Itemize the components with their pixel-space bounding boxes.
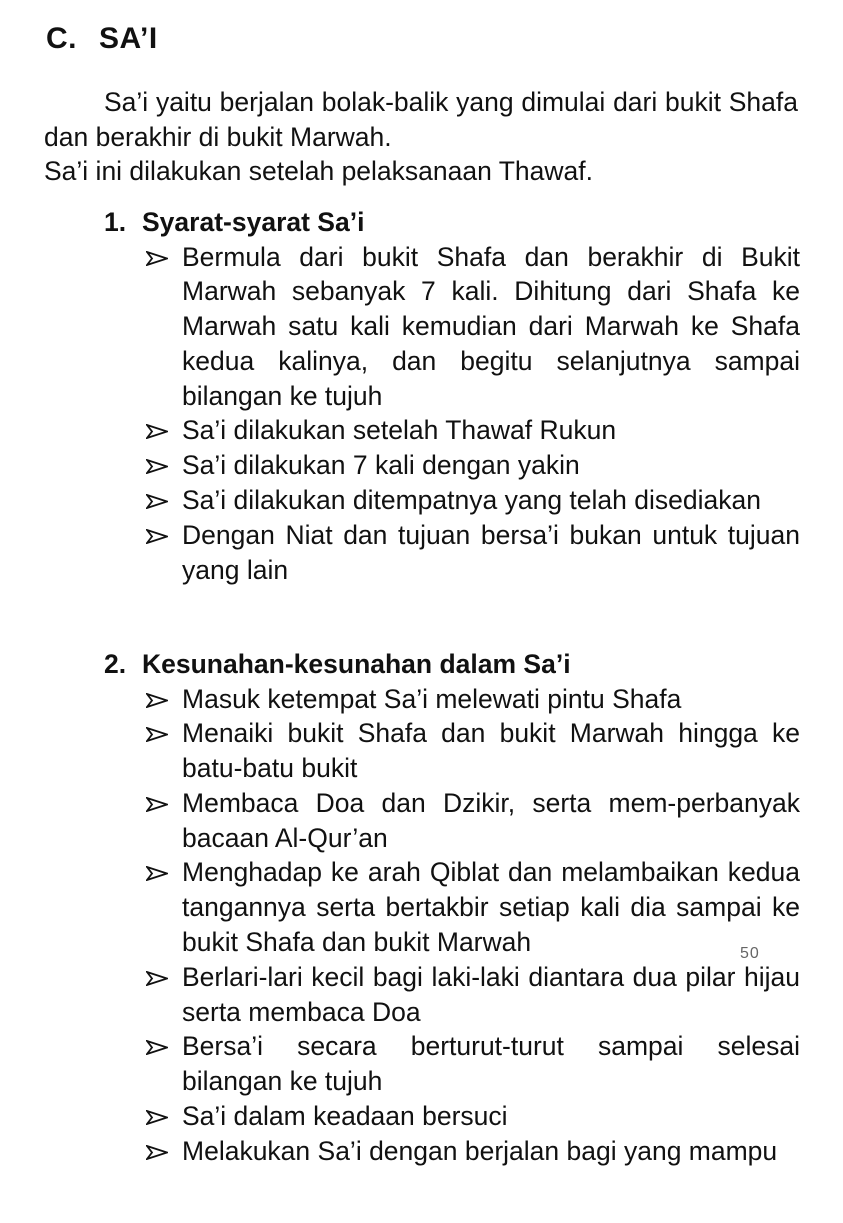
list-item-text: Bermula dari bukit Shafa dan berakhir di Bukit Marwah sebanyak 7 kali. Dihitung dari Shafa ke Marwah satu kali kemudian dari Marwah ke Shafa kedua kalinya, dan begitu selanjutnya sampai bilangan ke tujuh — [182, 241, 800, 411]
section-kesunahan — [104, 647, 804, 1169]
list-item-text: Bersa’i secara berturut-turut sampai selesai bilangan ke tujuh — [182, 1031, 800, 1097]
section-title-text: Kesunahan-kesunahan dalam Sa’i — [142, 649, 571, 679]
arrowhead-bullet-icon — [146, 251, 168, 266]
list-item-text: Sa’i dilakukan 7 kali dengan yakin — [182, 450, 580, 481]
list-item-text: Sa’i dilakukan ditempatnya yang telah disediakan — [182, 485, 761, 516]
arrowhead-bullet-icon — [146, 1145, 168, 1160]
intro-text — [44, 85, 798, 189]
section-number: 2. — [104, 649, 127, 679]
arrowhead-bullet-icon — [146, 797, 168, 812]
section-number: 1. — [104, 207, 127, 237]
arrowhead-bullet-icon — [146, 459, 168, 474]
list-item-text: Sa’i dalam keadaan bersuci — [182, 1101, 508, 1132]
list-item — [142, 855, 800, 959]
list-item — [142, 483, 800, 518]
arrowhead-bullet-icon — [146, 693, 168, 708]
section-title — [104, 647, 804, 682]
section-syarat — [104, 205, 804, 587]
list-item — [142, 682, 800, 717]
bullet-list — [104, 240, 804, 588]
heading-number: C. — [46, 22, 77, 55]
list-item-text: Menaiki bukit Shafa dan bukit Marwah hingga ke batu-batu bukit — [182, 718, 800, 784]
list-item-text: Melakukan Sa’i dengan berjalan bagi yang mampu — [182, 1135, 778, 1166]
arrowhead-bullet-icon — [146, 494, 168, 509]
list-item — [142, 240, 800, 414]
page-heading — [46, 22, 158, 56]
arrowhead-bullet-icon — [146, 866, 168, 881]
list-item-text: Sa’i dilakukan setelah Thawaf Rukun — [182, 415, 617, 446]
list-item — [142, 1029, 800, 1099]
list-item-text: Berlari-lari kecil bagi laki-laki diantara dua pilar hijau serta membaca Doa — [182, 961, 800, 1027]
arrowhead-bullet-icon — [146, 424, 168, 439]
arrowhead-bullet-icon — [146, 727, 168, 742]
list-item-text: Masuk ketempat Sa’i melewati pintu Shafa — [182, 683, 682, 714]
section-title — [104, 205, 804, 240]
list-item-text: Menghadap ke arah Qiblat dan melambaikan kedua tangannya serta bertakbir setiap kali dia sampai ke bukit Shafa dan bukit Marwah — [182, 857, 800, 958]
page-number: 50 — [740, 945, 760, 962]
list-item-text: Dengan Niat dan tujuan bersa’i bukan untuk tujuan yang lain — [182, 519, 800, 585]
intro-paragraph-2: Sa’i ini dilakukan setelah pelaksanaan Thawaf. — [44, 156, 594, 186]
arrowhead-bullet-icon — [146, 529, 168, 544]
bullet-list — [104, 682, 804, 1169]
arrowhead-bullet-icon — [146, 1110, 168, 1125]
list-item — [142, 960, 800, 1030]
list-item — [142, 716, 800, 786]
heading-title: SA’I — [99, 22, 158, 55]
section-title-text: Syarat-syarat Sa’i — [142, 207, 365, 237]
list-item — [142, 448, 800, 483]
arrowhead-bullet-icon — [146, 1040, 168, 1055]
list-item — [142, 786, 800, 856]
list-item — [142, 413, 800, 448]
intro-paragraph-1: Sa’i yaitu berjalan bolak-balik yang dimulai dari bukit Shafa dan berakhir di bukit Marwah. — [44, 87, 798, 152]
list-item — [142, 1134, 800, 1169]
list-item — [142, 518, 800, 588]
list-item — [142, 1099, 800, 1134]
arrowhead-bullet-icon — [146, 971, 168, 986]
list-item-text: Membaca Doa dan Dzikir, serta mem-perbanyak bacaan Al-Qur’an — [182, 787, 800, 853]
